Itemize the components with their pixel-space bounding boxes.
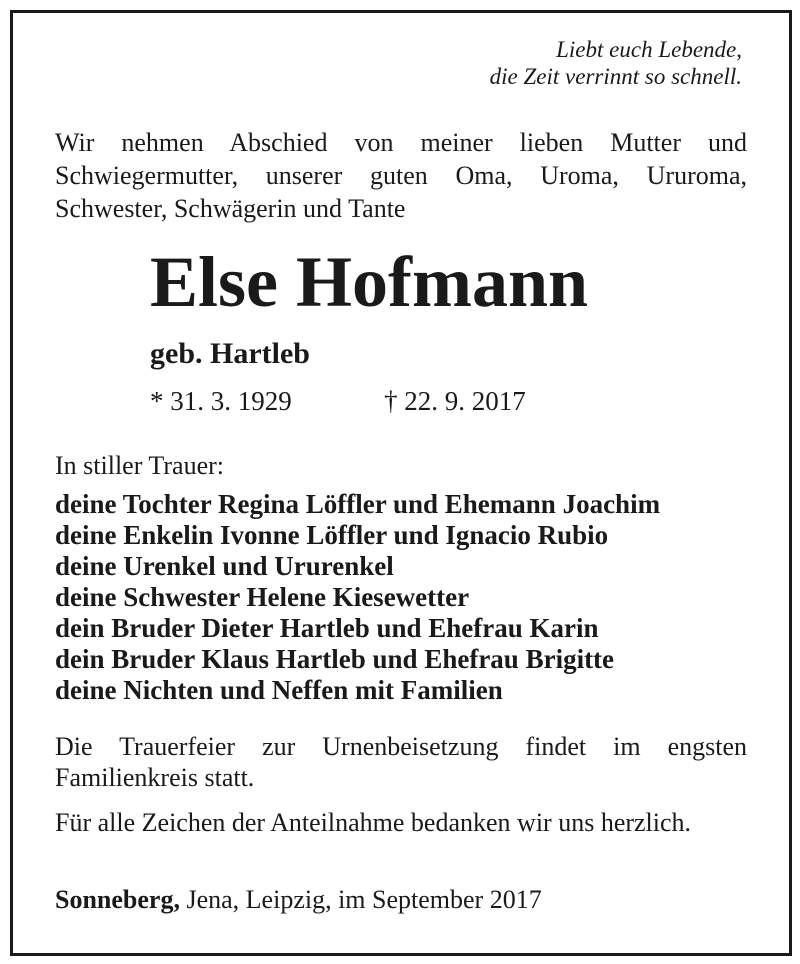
motto-quote [0, 36, 742, 90]
motto-line-2: die Zeit verrinnt so schnell. [489, 64, 742, 89]
mourner-line: dein Bruder Dieter Hartleb und Ehefrau Karin [55, 613, 599, 643]
funeral-notice: Die Trauerfeier zur Urnenbeisetzung findet im engsten Familienkreis statt. [55, 732, 747, 792]
closing-line [55, 884, 542, 916]
intro-text: Wir nehmen Abschied von meiner lieben Mutter und Schwiegermutter, unserer guten Oma, Uroma, Ururoma, Schwester, Schwägerin und Tante [55, 128, 747, 223]
closing-rest: Jena, Leipzig, im September 2017 [179, 885, 542, 914]
mourner-line: deine Urenkel und Ururenkel [55, 551, 394, 581]
closing-place: Sonneberg, [55, 885, 180, 914]
mourner-line: deine Nichten und Neffen mit Familien [55, 675, 503, 705]
deceased-name: Else Hofmann [150, 242, 589, 322]
mourner-line: deine Enkelin Ivonne Löffler und Ignacio Rubio [55, 520, 609, 550]
mourners-list [55, 489, 660, 706]
thanks-notice: Für alle Zeichen der Anteilnahme bedanken wir uns herzlich. [55, 808, 692, 837]
death-date: † 22. 9. 2017 [384, 386, 526, 416]
mourner-line: dein Bruder Klaus Hartleb und Ehefrau Brigitte [55, 644, 615, 674]
birth-date: * 31. 3. 1929 [150, 386, 292, 416]
motto-line-1: Liebt euch Lebende, [556, 37, 742, 62]
mourning-label: In stiller Trauer: [55, 451, 224, 480]
maiden-name: geb. Hartleb [150, 337, 310, 370]
mourner-line: deine Schwester Helene Kiesewetter [55, 582, 470, 612]
mourner-line: deine Tochter Regina Löffler und Ehemann Joachim [55, 489, 661, 519]
